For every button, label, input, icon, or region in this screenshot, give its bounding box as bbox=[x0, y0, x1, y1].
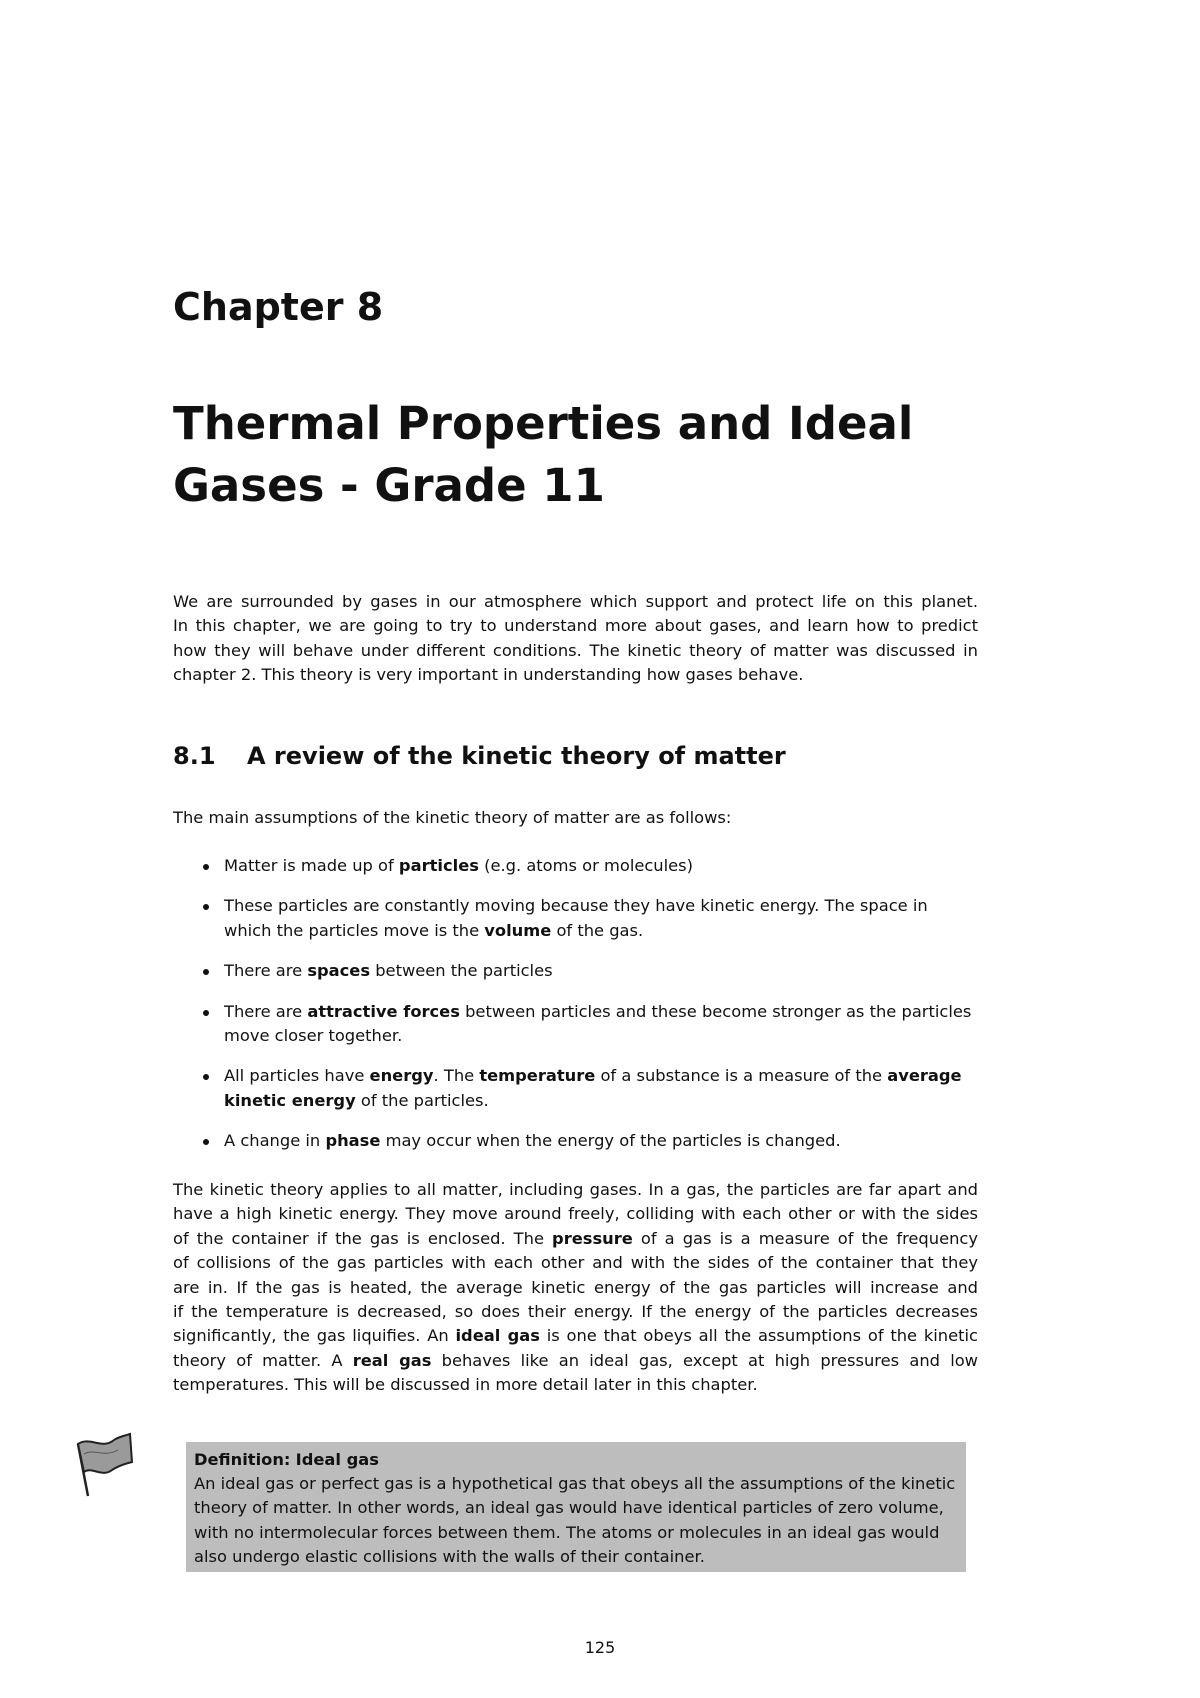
chapter-title-line: Gases - Grade 11 bbox=[173, 459, 605, 512]
body-line bbox=[173, 1251, 978, 1275]
bullet-dot bbox=[203, 1010, 209, 1016]
text-run: temperatures. This will be discussed in more detail later in this chapter. bbox=[173, 1375, 758, 1395]
text-run: These particles are constantly moving because they have kinetic energy. The space in bbox=[224, 896, 928, 916]
body-paragraph bbox=[173, 1178, 978, 1398]
bullet-dot bbox=[203, 1074, 209, 1080]
body-line bbox=[173, 1202, 978, 1226]
text-line bbox=[224, 1129, 978, 1153]
body-line bbox=[173, 1227, 978, 1251]
intro-paragraph bbox=[173, 590, 978, 688]
assumption-item bbox=[173, 1000, 978, 1049]
assumption-item bbox=[173, 959, 978, 983]
section-number: 8.1 bbox=[173, 742, 216, 770]
text-run: if the temperature is decreased, so does their energy. If the energy of the particles decreases bbox=[173, 1302, 978, 1322]
bold-term: energy bbox=[369, 1066, 434, 1086]
definition-line: also undergo elastic collisions with the walls of their container. bbox=[194, 1547, 705, 1567]
text-run: between the particles bbox=[370, 961, 553, 981]
text-run: of collisions of the gas particles with each other and with the sides of the container that they bbox=[173, 1253, 978, 1273]
bold-term: ideal gas bbox=[455, 1326, 540, 1346]
bold-term: kinetic energy bbox=[224, 1090, 356, 1110]
definition-label: Definition: bbox=[194, 1450, 291, 1469]
assumption-item bbox=[173, 1064, 978, 1113]
definition-line: theory of matter. In other words, an ideal gas would have identical particles of zero volume, bbox=[194, 1498, 944, 1518]
bold-term: pressure bbox=[552, 1228, 633, 1248]
section-title: A review of the kinetic theory of matter bbox=[247, 742, 786, 770]
intro-line: how they will behave under different conditions. The kinetic theory of matter was discussed in bbox=[173, 640, 978, 660]
bullet-dot bbox=[203, 1139, 209, 1145]
text-run: are in. If the gas is heated, the average kinetic energy of the gas particles will increase and bbox=[173, 1277, 978, 1297]
text-line bbox=[224, 919, 978, 943]
chapter-title bbox=[173, 393, 973, 517]
text-run: of the particles. bbox=[355, 1090, 489, 1110]
bullet-dot bbox=[203, 904, 209, 910]
body-line bbox=[173, 1324, 978, 1348]
chapter-title-line: Thermal Properties and Ideal bbox=[173, 397, 914, 450]
bold-term: volume bbox=[484, 920, 552, 940]
page-number: 125 bbox=[584, 1638, 616, 1657]
text-run: have a high kinetic energy. They move around freely, colliding with each other or with the sides bbox=[173, 1204, 978, 1224]
text-run: Matter is made up of bbox=[224, 856, 399, 875]
text-line bbox=[224, 1089, 978, 1113]
text-run: of the gas. bbox=[551, 920, 644, 940]
intro-line: In this chapter, we are going to try to understand more about gases, and learn how to predict bbox=[173, 616, 978, 636]
body-line bbox=[173, 1373, 978, 1397]
text-run: may occur when the energy of the particles is changed. bbox=[380, 1131, 841, 1151]
text-run: of a gas is a measure of the frequency bbox=[632, 1228, 978, 1248]
text-run: (e.g. atoms or molecules) bbox=[478, 856, 694, 875]
definition-line: with no intermolecular forces between them. The atoms or molecules in an ideal gas would bbox=[194, 1522, 940, 1542]
definition-box bbox=[186, 1442, 966, 1572]
bullet-dot bbox=[203, 864, 209, 870]
text-run: significantly, the gas liquifies. An bbox=[173, 1326, 456, 1346]
body-line bbox=[173, 1178, 978, 1202]
text-run: All particles have bbox=[224, 1066, 370, 1086]
assumption-item bbox=[173, 894, 978, 943]
bold-term: spaces bbox=[307, 961, 371, 981]
assumption-item bbox=[173, 854, 978, 878]
bold-term: particles bbox=[398, 856, 479, 875]
bold-term: attractive forces bbox=[307, 1001, 460, 1021]
text-line bbox=[224, 1024, 978, 1048]
text-line bbox=[224, 854, 978, 878]
text-run: of a substance is a measure of the bbox=[595, 1066, 888, 1086]
text-run: move closer together. bbox=[224, 1026, 403, 1046]
bold-term: temperature bbox=[479, 1066, 596, 1086]
section-heading bbox=[173, 742, 786, 770]
bold-term: phase bbox=[325, 1131, 381, 1151]
bold-term: average bbox=[887, 1066, 962, 1086]
text-line bbox=[224, 959, 978, 983]
intro-line: chapter 2. This theory is very important in understanding how gases behave. bbox=[173, 665, 804, 685]
bold-term: real gas bbox=[352, 1350, 432, 1370]
body-line bbox=[173, 1276, 978, 1300]
text-run: behaves like an ideal gas, except at high pressures and low bbox=[431, 1350, 979, 1370]
definition-title bbox=[194, 1448, 958, 1472]
assumptions-list bbox=[173, 854, 978, 1170]
text-run: There are bbox=[224, 961, 308, 981]
text-line bbox=[224, 894, 978, 918]
text-run: . The bbox=[433, 1066, 480, 1086]
section-lead: The main assumptions of the kinetic theory of matter are as follows: bbox=[173, 808, 732, 827]
text-run: There are bbox=[224, 1001, 308, 1021]
definition-term: Ideal gas bbox=[295, 1450, 379, 1469]
body-line bbox=[173, 1300, 978, 1324]
assumption-item bbox=[173, 1129, 978, 1153]
text-line bbox=[224, 1000, 978, 1024]
definition-line: An ideal gas or perfect gas is a hypothetical gas that obeys all the assumptions of the kinetic bbox=[194, 1474, 956, 1493]
bullet-dot bbox=[203, 969, 209, 975]
text-run: The kinetic theory applies to all matter, including gases. In a gas, the particles are far apart and bbox=[173, 1180, 978, 1199]
text-run: of the container if the gas is enclosed. The bbox=[173, 1228, 553, 1248]
text-run: which the particles move is the bbox=[224, 920, 485, 940]
intro-line: We are surrounded by gases in our atmosphere which support and protect life on this planet. bbox=[173, 592, 978, 611]
text-run: is one that obeys all the assumptions of the kinetic bbox=[539, 1326, 978, 1346]
text-run: theory of matter. A bbox=[173, 1350, 353, 1370]
chapter-label: Chapter 8 bbox=[173, 285, 384, 329]
body-line bbox=[173, 1349, 978, 1373]
text-run: A change in bbox=[224, 1131, 326, 1151]
text-line bbox=[224, 1064, 978, 1088]
text-run: between particles and these become stronger as the particles bbox=[459, 1001, 972, 1021]
flag-icon bbox=[74, 1428, 134, 1500]
